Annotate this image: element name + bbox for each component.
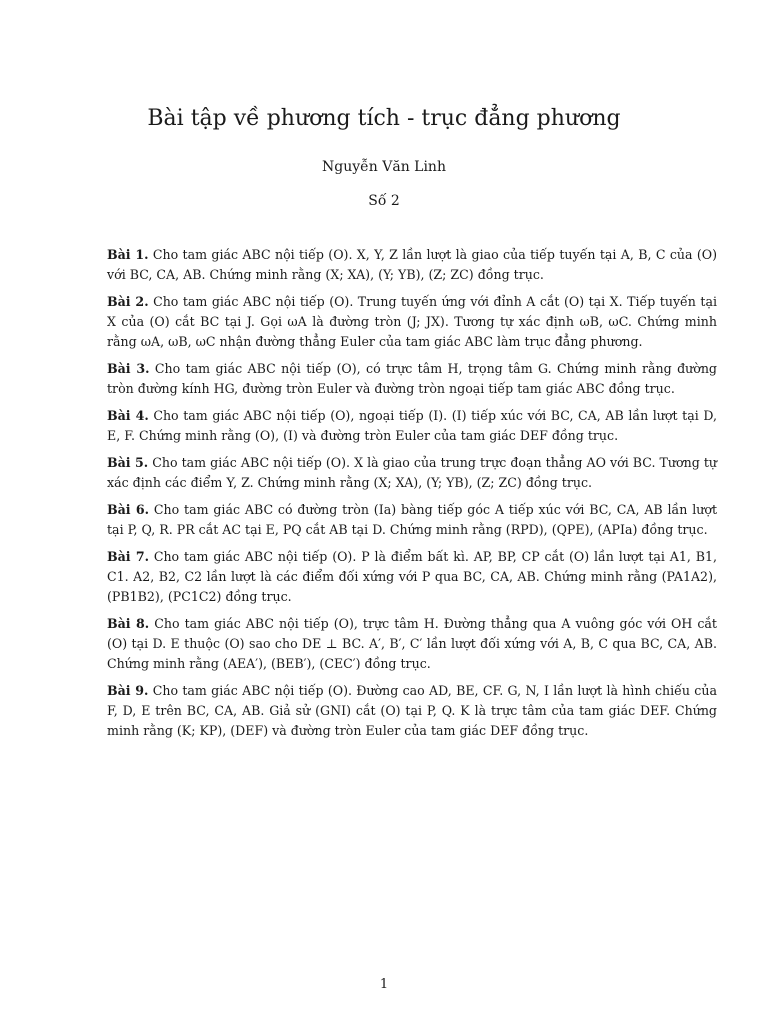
problem-label: Bài 1. <box>107 247 149 262</box>
problem-text: Cho tam giác ABC nội tiếp (O). X là giao của trung trực đoạn thẳng AO với BC. Tương tự xác định các điểm Y, Z. Chứng minh rằng (X; XA), (Y; YB), (Z; ZC) đồng trục. <box>107 455 717 490</box>
problem-text: Cho tam giác ABC nội tiếp (O), có trực tâm H, trọng tâm G. Chứng minh rằng đường tròn đường kính HG, đường tròn Euler và đường tròn ngoại tiếp tam giác ABC đồng trục. <box>107 361 717 396</box>
problem-7 <box>107 547 717 607</box>
problem-text: Cho tam giác ABC có đường tròn (Ia) bàng tiếp góc A tiếp xúc với BC, CA, AB lần lượt tại P, Q, R. PR cắt AC tại E, PQ cắt AB tại D. Chứng minh rằng (RPD), (QPE), (APIa) đồng trục. <box>107 502 717 537</box>
issue-number: Số 2 <box>368 193 400 209</box>
problem-1 <box>107 245 717 285</box>
problem-text: Cho tam giác ABC nội tiếp (O). Đường cao AD, BE, CF. G, N, I lần lượt là hình chiếu của F, D, E trên BC, CA, AB. Giả sử (GNI) cắt (O) tại P, Q. K là trực tâm của tam giác DEF. Chứng minh rằng (K; KP), (DEF) và đường tròn Euler của tam giác DEF đồng trục. <box>107 683 717 738</box>
problem-text: Cho tam giác ABC nội tiếp (O). X, Y, Z lần lượt là giao của tiếp tuyến tại A, B, C của (O) với BC, CA, AB. Chứng minh rằng (X; XA), (Y; YB), (Z; ZC) đồng trục. <box>107 247 717 282</box>
problem-5 <box>107 453 717 493</box>
problem-text: Cho tam giác ABC nội tiếp (O), ngoại tiếp (I). (I) tiếp xúc với BC, CA, AB lần lượt tại D, E, F. Chứng minh rằng (O), (I) và đường tròn Euler của tam giác DEF đồng trục. <box>107 408 717 443</box>
document-author: Nguyễn Văn Linh <box>322 159 446 175</box>
document-title: Bài tập về phương tích - trục đẳng phương <box>147 106 621 131</box>
problem-text: Cho tam giác ABC nội tiếp (O). Trung tuyến ứng với đỉnh A cắt (O) tại X. Tiếp tuyến tại X của (O) cắt BC tại J. Gọi ωA là đường tròn (J; JX). Tương tự xác định ωB, ωC. Chứng minh rằng ωA, ωB, ωC nhận đường thẳng Euler của tam giác ABC làm trục đẳng phương. <box>107 294 717 349</box>
problem-list <box>107 245 717 748</box>
problem-label: Bài 4. <box>107 408 149 423</box>
problem-label: Bài 2. <box>107 294 149 309</box>
problem-text: Cho tam giác ABC nội tiếp (O). P là điểm bất kì. AP, BP, CP cắt (O) lần lượt tại A1, B1, C1. A2, B2, C2 lần lượt là các điểm đối xứng với P qua BC, CA, AB. Chứng minh rằng (PA1A2), (PB1B2), (PC1C2) đồng trục. <box>107 549 717 604</box>
problem-text: Cho tam giác ABC nội tiếp (O), trực tâm H. Đường thẳng qua A vuông góc với OH cắt (O) tại D. E thuộc (O) sao cho DE ⊥ BC. A′, B′, C′ lần lượt đối xứng với A, B, C qua BC, CA, AB. Chứng minh rằng (AEA′), (BEB′), (CEC′) đồng trục. <box>107 616 717 671</box>
problem-8 <box>107 614 717 674</box>
problem-label: Bài 7. <box>107 549 149 564</box>
problem-2 <box>107 292 717 352</box>
problem-9 <box>107 681 717 741</box>
problem-label: Bài 6. <box>107 502 149 517</box>
problem-label: Bài 9. <box>107 683 149 698</box>
problem-label: Bài 3. <box>107 361 150 376</box>
problem-label: Bài 8. <box>107 616 150 631</box>
problem-label: Bài 5. <box>107 455 149 470</box>
page-number: 1 <box>379 977 389 992</box>
problem-6 <box>107 500 717 540</box>
problem-4 <box>107 406 717 446</box>
problem-3 <box>107 359 717 399</box>
